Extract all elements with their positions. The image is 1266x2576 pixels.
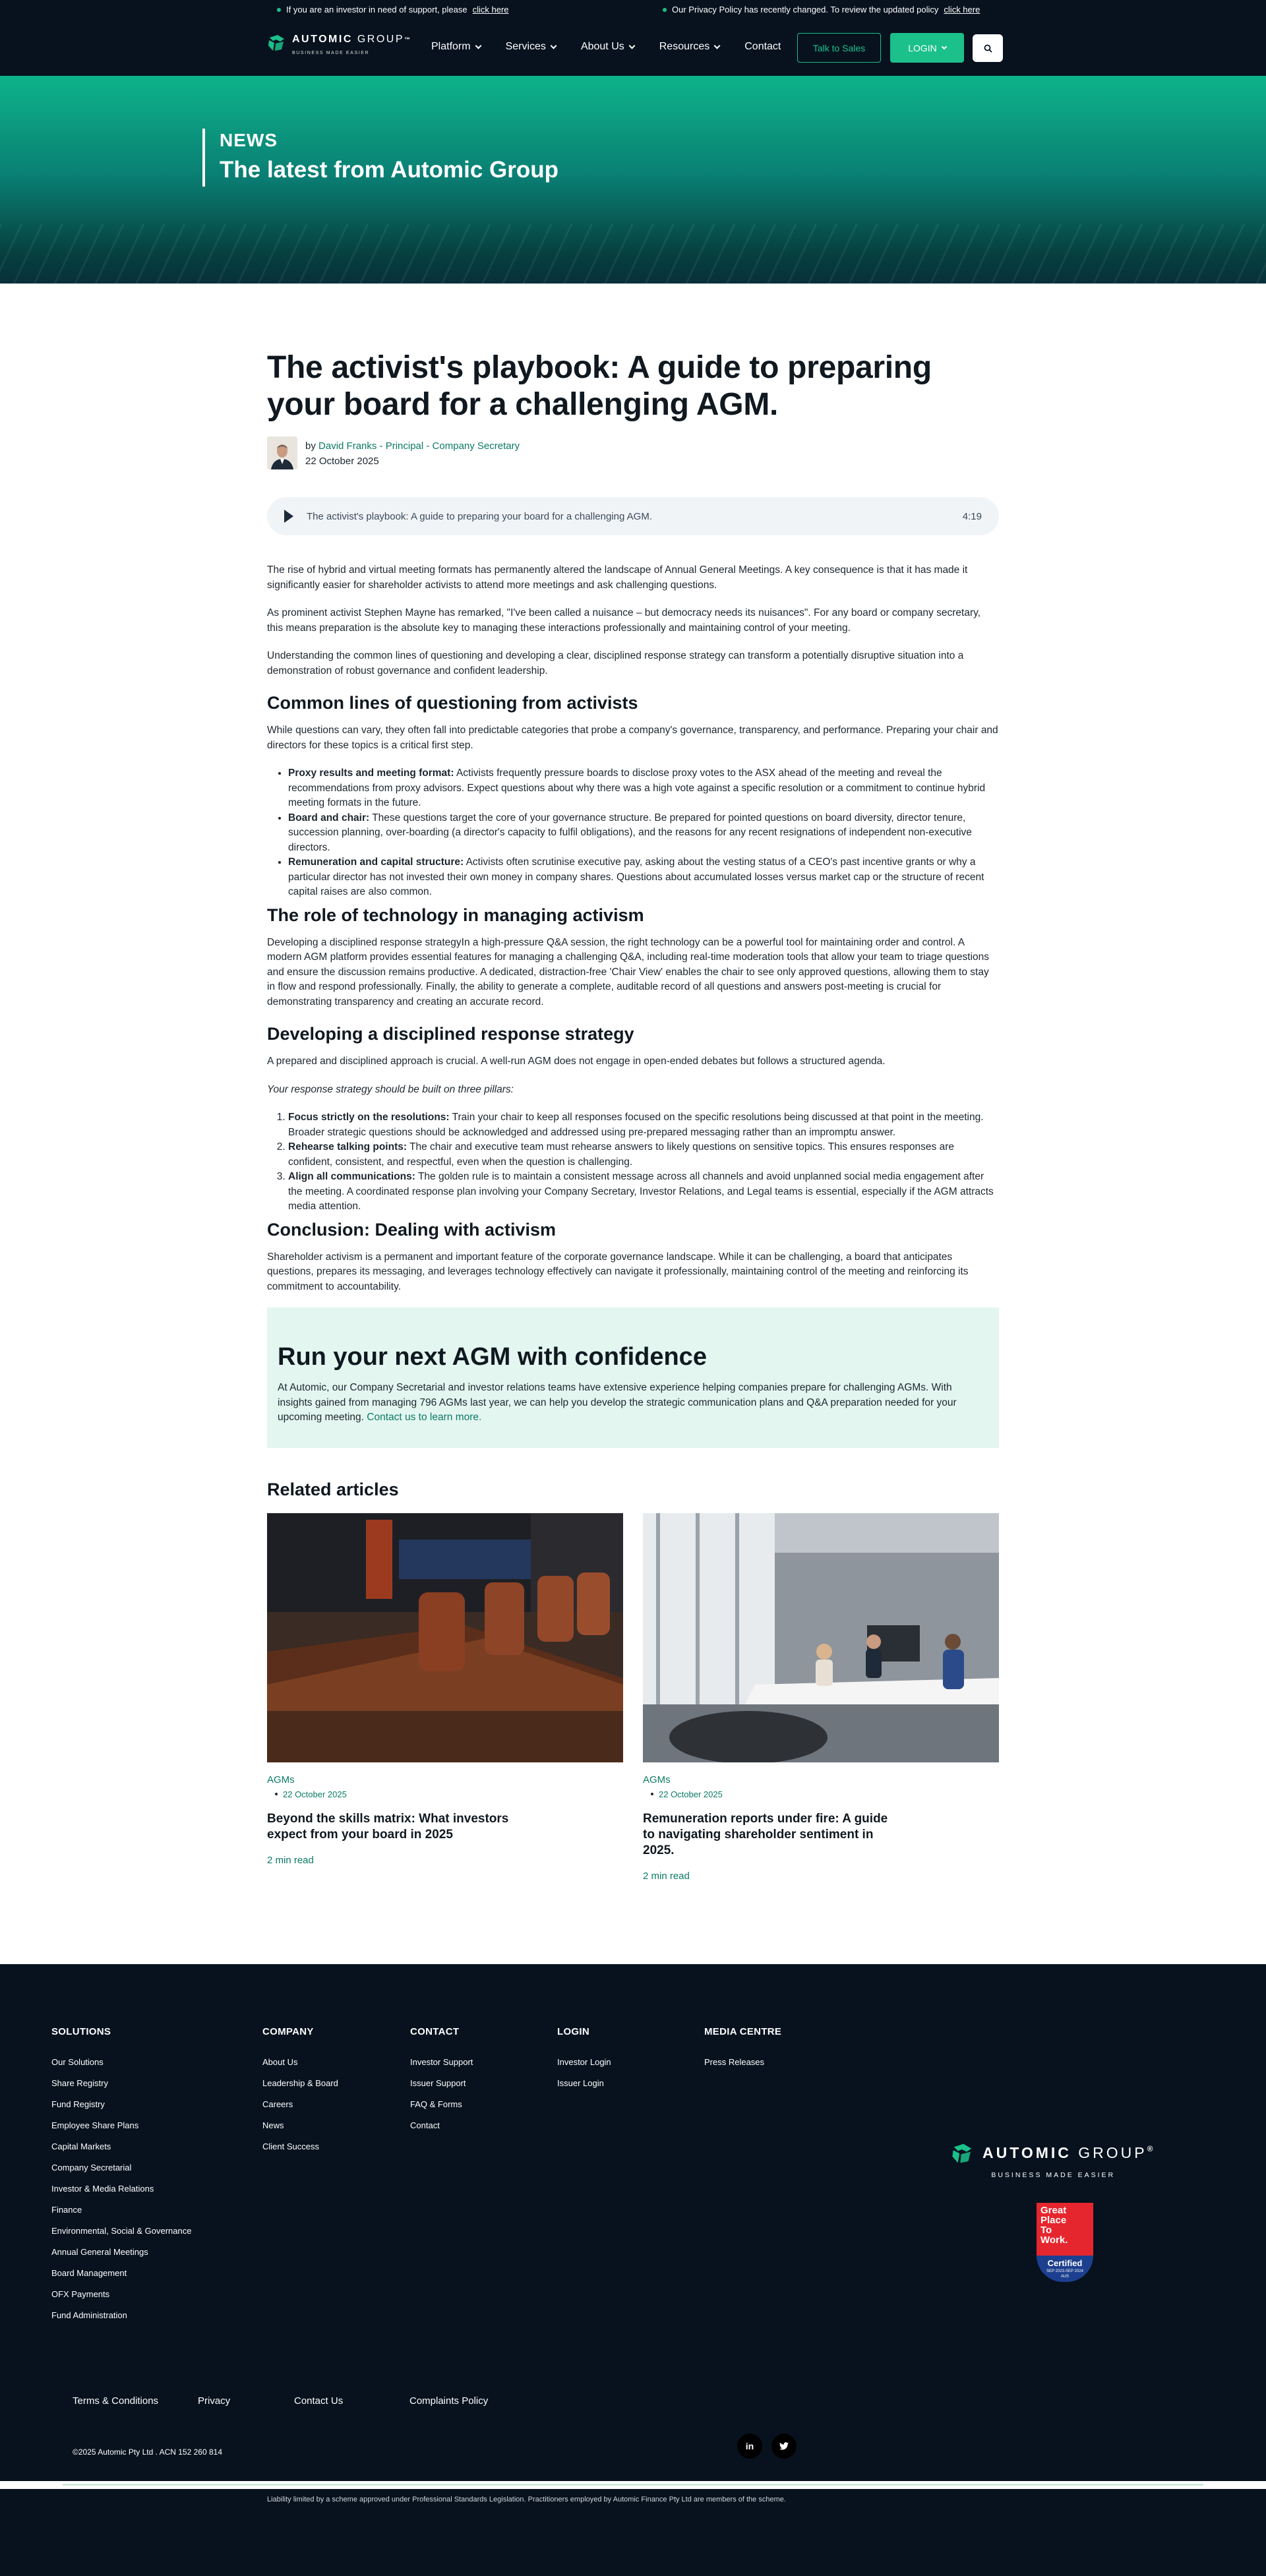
list-item: 3. Align all communications: The golden rule is to maintain a consistent message across all channels and avoid unplanned social media engagement after the meeting. A coordinated response plan involving your Company Secretary, Investor Relations, and Legal teams is essential, especially if the AGM attracts media attention. bbox=[288, 1170, 999, 1214]
footer-media-centre: MEDIA CENTRE Press Releases bbox=[704, 2026, 781, 2073]
announcement-bar bbox=[0, 0, 1266, 18]
audio-title: The activist's playbook: A guide to preparing your board for a challenging AGM. bbox=[307, 510, 653, 522]
chevron-down-icon bbox=[628, 42, 635, 49]
site-footer bbox=[0, 1964, 1266, 2576]
paragraph: Understanding the common lines of questioning and developing a clear, disciplined response strategy can transform a potentially disruptive situation into a demonstration of robust governance and confident leadership. bbox=[267, 650, 964, 676]
hero-stripe-pattern bbox=[0, 224, 1266, 284]
footer-link[interactable]: Fund Registry bbox=[51, 2099, 105, 2109]
automic-logo[interactable]: AUTOMIC GROUP™ BUSINESS MADE EASIER bbox=[267, 34, 412, 55]
list-item: • Board and chair: These questions target the core of your governance structure. Be prepared for pointed questions on board diversity, director tenure, succession planning, over-boarding (a director's capacity to fulfil obligations), and the reasons for any recent resignations of independent non-executive directors. bbox=[288, 811, 999, 856]
list-item: 1. Focus strictly on the resolutions: Train your chair to keep all responses focused on the specific resolutions being discussed at that point in the meeting. Broader strategic questions should be acknowledged and addressed using pre-prepared messaging rather than an impromptu answer. bbox=[288, 1110, 999, 1140]
nav-resources[interactable]: Resources bbox=[659, 41, 719, 53]
read-time: 2 min read bbox=[267, 1854, 314, 1866]
copyright: ©2025 Automic Pty Ltd . ACN 152 260 814 bbox=[73, 2447, 222, 2457]
main-nav bbox=[431, 41, 781, 53]
chevron-down-icon bbox=[942, 44, 947, 49]
automic-mark-icon bbox=[267, 34, 287, 52]
footer-company: COMPANY About Us Leadership & Board Careers News Client Success bbox=[262, 2026, 338, 2157]
nav-services[interactable]: Services bbox=[506, 41, 556, 53]
nav-about-us[interactable]: About Us bbox=[581, 41, 634, 53]
article-category: AGMs bbox=[267, 1774, 295, 1785]
great-place-to-work-badge: Great Place To Work. Certified SEP 2023-SEP 2024 AUS bbox=[1037, 2203, 1093, 2282]
privacy-policy-notice: Our Privacy Policy has recently changed. To review the updated policy click here bbox=[663, 5, 980, 15]
paragraph: A prepared and disciplined approach is crucial. A well-run AGM does not engage in open-ended debates but follows a structured agenda. bbox=[267, 1056, 886, 1067]
contact-us-link[interactable]: Contact us to learn more. bbox=[367, 1412, 482, 1423]
footer-link[interactable]: Share Registry bbox=[51, 2078, 108, 2088]
investor-support-link[interactable]: click here bbox=[472, 5, 509, 15]
complaints-policy-link[interactable]: Complaints Policy bbox=[409, 2395, 489, 2407]
liability-notice: Liability limited by a scheme approved under Professional Standards Legislation. Practitioners employed by Automic Finance Pty Ltd are members of the scheme. bbox=[267, 2495, 786, 2503]
nav-contact[interactable]: Contact bbox=[744, 41, 781, 52]
search-button[interactable] bbox=[973, 34, 1003, 62]
footer-link[interactable]: Issuer Login bbox=[557, 2078, 604, 2088]
paragraph: Shareholder activism is a permanent and important feature of the corporate governance landscape. While it can be challenging, a board that anticipates questions, prepares its messaging, and leverages technology effectively can navigate it professionally, maintaining control of the meeting and reinforcing its commitment to accountability. bbox=[267, 1251, 969, 1292]
footer-link[interactable]: Contact bbox=[410, 2120, 440, 2130]
section-heading: Conclusion: Dealing with activism bbox=[267, 1219, 557, 1240]
contact-us-footer-link[interactable]: Contact Us bbox=[294, 2395, 344, 2407]
play-icon[interactable] bbox=[284, 510, 293, 523]
related-article-card[interactable] bbox=[267, 1513, 623, 1882]
bullet-dot-icon bbox=[663, 8, 667, 12]
article-title: Beyond the skills matrix: What investors expect from your board in 2025 bbox=[267, 1811, 509, 1842]
article-body bbox=[267, 563, 999, 1294]
linkedin-icon[interactable]: in bbox=[737, 2434, 762, 2459]
footer-logo: AUTOMIC GROUP® BUSINESS MADE EASIER bbox=[951, 2142, 1155, 2179]
meeting-room-image bbox=[643, 1513, 999, 1762]
footer-link[interactable]: Employee Share Plans bbox=[51, 2120, 139, 2130]
twitter-icon[interactable] bbox=[771, 2434, 797, 2459]
paragraph: Developing a disciplined response strategyIn a high-pressure Q&A session, the right technology can be a powerful tool for maintaining order and control. A modern AGM platform provides essential features for managing a challenging Q&A, including real-time moderation tools that allow your team to triage questions and ensure the discussion remains productive. A dedicated, distraction-free 'Chair View' enables the chair to see only approved questions, allowing them to stay in flow and respond professionally. Finally, the ability to generate a complete, auditable record of all questions and answers post-meeting is crucial for demonstrating transparency and creating an accurate record. bbox=[267, 936, 990, 1007]
footer-login: LOGIN Investor Login Issuer Login bbox=[557, 2026, 611, 2094]
footer-link[interactable]: Press Releases bbox=[704, 2056, 765, 2067]
related-articles bbox=[267, 1480, 999, 1882]
login-button[interactable]: LOGIN bbox=[890, 33, 964, 63]
read-time: 2 min read bbox=[643, 1870, 690, 1882]
paragraph: As prominent activist Stephen Mayne has remarked, "I've been called a nuisance – but democracy needs its nuisances". For any board or company secretary, this means preparation is the absolute key to managing these interactions professionally and maintaining control of your meeting. bbox=[267, 607, 981, 634]
footer-link[interactable]: Capital Markets bbox=[51, 2141, 111, 2151]
activist-question-list bbox=[288, 766, 999, 900]
footer-solutions: SOLUTIONS Our Solutions Share Registry Fund Registry Employee Share Plans Capital Markets Company Secretarial Investor & Media Relations Finance Environmental, Social & Governance Annual General Meetings Board Management OFX Payments Fund Administration bbox=[51, 2026, 191, 2326]
footer-link[interactable]: Environmental, Social & Governance bbox=[51, 2225, 192, 2236]
search-icon bbox=[984, 44, 992, 53]
article bbox=[267, 284, 999, 1882]
list-item: • Remuneration and capital structure: Activists often scrutinise executive pay, asking about the vesting status of a CEO's past incentive grants or why a particular director has not invested their own money in company shares. Questions about accumulated losses versus market cap or the structure of recent capital raises are also common. bbox=[288, 855, 999, 900]
agm-cta-box: Run your next AGM with confidence At Automic, our Company Secretarial and investor relations teams have extensive experience helping companies prepare for challenging AGMs. With insights gained from managing 796 AGMs last year, we can help you develop the strategic communication plans and Q&A preparation needed for your upcoming meeting. Contact us to learn more. bbox=[267, 1307, 999, 1448]
list-item: • Proxy results and meeting format: Activists frequently pressure boards to disclose proxy votes to the ASX ahead of the meeting and reveal the recommendations from proxy advisors. Expect questions about why there was a high vote against a specific resolution or a commitment to continue hybrid meeting formats in the future. bbox=[288, 766, 999, 811]
footer-link[interactable]: Investor Login bbox=[557, 2056, 611, 2067]
footer-link[interactable]: Fund Administration bbox=[51, 2310, 127, 2320]
footer-link[interactable]: Board Management bbox=[51, 2267, 127, 2278]
footer-link[interactable]: Careers bbox=[262, 2099, 293, 2109]
news-hero bbox=[0, 76, 1266, 284]
footer-link[interactable]: Leadership & Board bbox=[262, 2078, 338, 2088]
investor-support-notice: If you are an investor in need of support, please click here bbox=[277, 5, 509, 15]
section-heading: The role of technology in managing activism bbox=[267, 905, 644, 925]
article-title: The activist's playbook: A guide to preparing your board for a challenging AGM. bbox=[267, 350, 932, 422]
boardroom-image bbox=[267, 1513, 623, 1762]
related-heading: Related articles bbox=[267, 1479, 399, 1499]
nav-platform[interactable]: Platform bbox=[431, 41, 481, 53]
bullet-dot-icon bbox=[275, 1793, 278, 1795]
footer-link[interactable]: Client Success bbox=[262, 2141, 319, 2151]
social-links bbox=[737, 2434, 797, 2459]
cta-title: Run your next AGM with confidence bbox=[278, 1343, 707, 1371]
logo-tagline: BUSINESS MADE EASIER bbox=[292, 51, 370, 55]
section-heading: Common lines of questioning from activists bbox=[267, 693, 638, 713]
footer-link[interactable]: Annual General Meetings bbox=[51, 2246, 148, 2257]
audio-duration: 4:19 bbox=[962, 510, 982, 522]
talk-to-sales-button[interactable]: Talk to Sales bbox=[797, 33, 881, 63]
footer-link[interactable]: Investor & Media Relations bbox=[51, 2183, 154, 2194]
footer-link[interactable]: News bbox=[262, 2120, 284, 2130]
byline: by David Franks - Principal - Company Secretary 22 October 2025 bbox=[267, 436, 999, 469]
article-date: 22 October 2025 bbox=[305, 456, 379, 467]
privacy-policy-link[interactable]: click here bbox=[944, 5, 980, 15]
related-article-card[interactable] bbox=[643, 1513, 999, 1882]
author-avatar bbox=[267, 436, 297, 469]
article-date: 22 October 2025 bbox=[283, 1789, 347, 1799]
response-pillar-list bbox=[288, 1110, 999, 1214]
paragraph: While questions can vary, they often fall into predictable categories that probe a company's governance, transparency, and performance. Preparing your chair and directors for these topics is a critical first step. bbox=[267, 725, 998, 751]
hero-title: The latest from Automic Group bbox=[220, 157, 559, 183]
hero-accent-bar bbox=[202, 129, 205, 187]
article-date: 22 October 2025 bbox=[659, 1789, 723, 1799]
section-heading: Developing a disciplined response strategy bbox=[267, 1024, 634, 1044]
article-category: AGMs bbox=[643, 1774, 671, 1785]
paragraph: The rise of hybrid and virtual meeting formats has permanently altered the landscape of Annual General Meetings. A key consequence is that it has made it significantly easier for shareholder activists to attend more meetings and ask challenging questions. bbox=[267, 564, 968, 591]
footer-link[interactable]: About Us bbox=[262, 2056, 298, 2067]
chevron-down-icon bbox=[475, 42, 481, 49]
audio-player[interactable] bbox=[267, 497, 999, 535]
footer-link[interactable]: Investor Support bbox=[410, 2056, 473, 2067]
article-title: Remuneration reports under fire: A guide to navigating shareholder sentiment in 2025. bbox=[643, 1811, 888, 1857]
terms-link[interactable]: Terms & Conditions bbox=[73, 2395, 159, 2407]
footer-divider bbox=[0, 2481, 1266, 2489]
footer-link[interactable]: FAQ & Forms bbox=[410, 2099, 462, 2109]
footer-contact: CONTACT Investor Support Issuer Support FAQ & Forms Contact bbox=[410, 2026, 473, 2136]
footer-link[interactable]: Issuer Support bbox=[410, 2078, 466, 2088]
chevron-down-icon bbox=[550, 42, 557, 49]
footer-link[interactable]: Our Solutions bbox=[51, 2056, 104, 2067]
author-link[interactable]: David Franks - Principal - Company Secretary bbox=[318, 440, 520, 452]
footer-link[interactable]: Finance bbox=[51, 2204, 82, 2215]
bullet-dot-icon bbox=[651, 1793, 653, 1795]
legal-links bbox=[73, 2395, 488, 2407]
automic-mark-icon bbox=[951, 2142, 975, 2165]
hero-kicker: NEWS bbox=[220, 130, 278, 150]
footer-bottom bbox=[0, 2489, 1266, 2576]
privacy-link[interactable]: Privacy bbox=[198, 2395, 231, 2407]
bullet-dot-icon bbox=[277, 8, 281, 12]
footer-link[interactable]: OFX Payments bbox=[51, 2289, 110, 2299]
paragraph: Your response strategy should be built on three pillars: bbox=[267, 1083, 514, 1095]
site-header bbox=[0, 18, 1266, 76]
list-item: 2. Rehearse talking points: The chair and executive team must rehearse answers to likely questions on sensitive topics. This ensures responses are confident, consistent, and respectful, even when the question is challenging. bbox=[288, 1140, 999, 1170]
footer-link[interactable]: Company Secretarial bbox=[51, 2162, 132, 2172]
chevron-down-icon bbox=[714, 42, 721, 49]
